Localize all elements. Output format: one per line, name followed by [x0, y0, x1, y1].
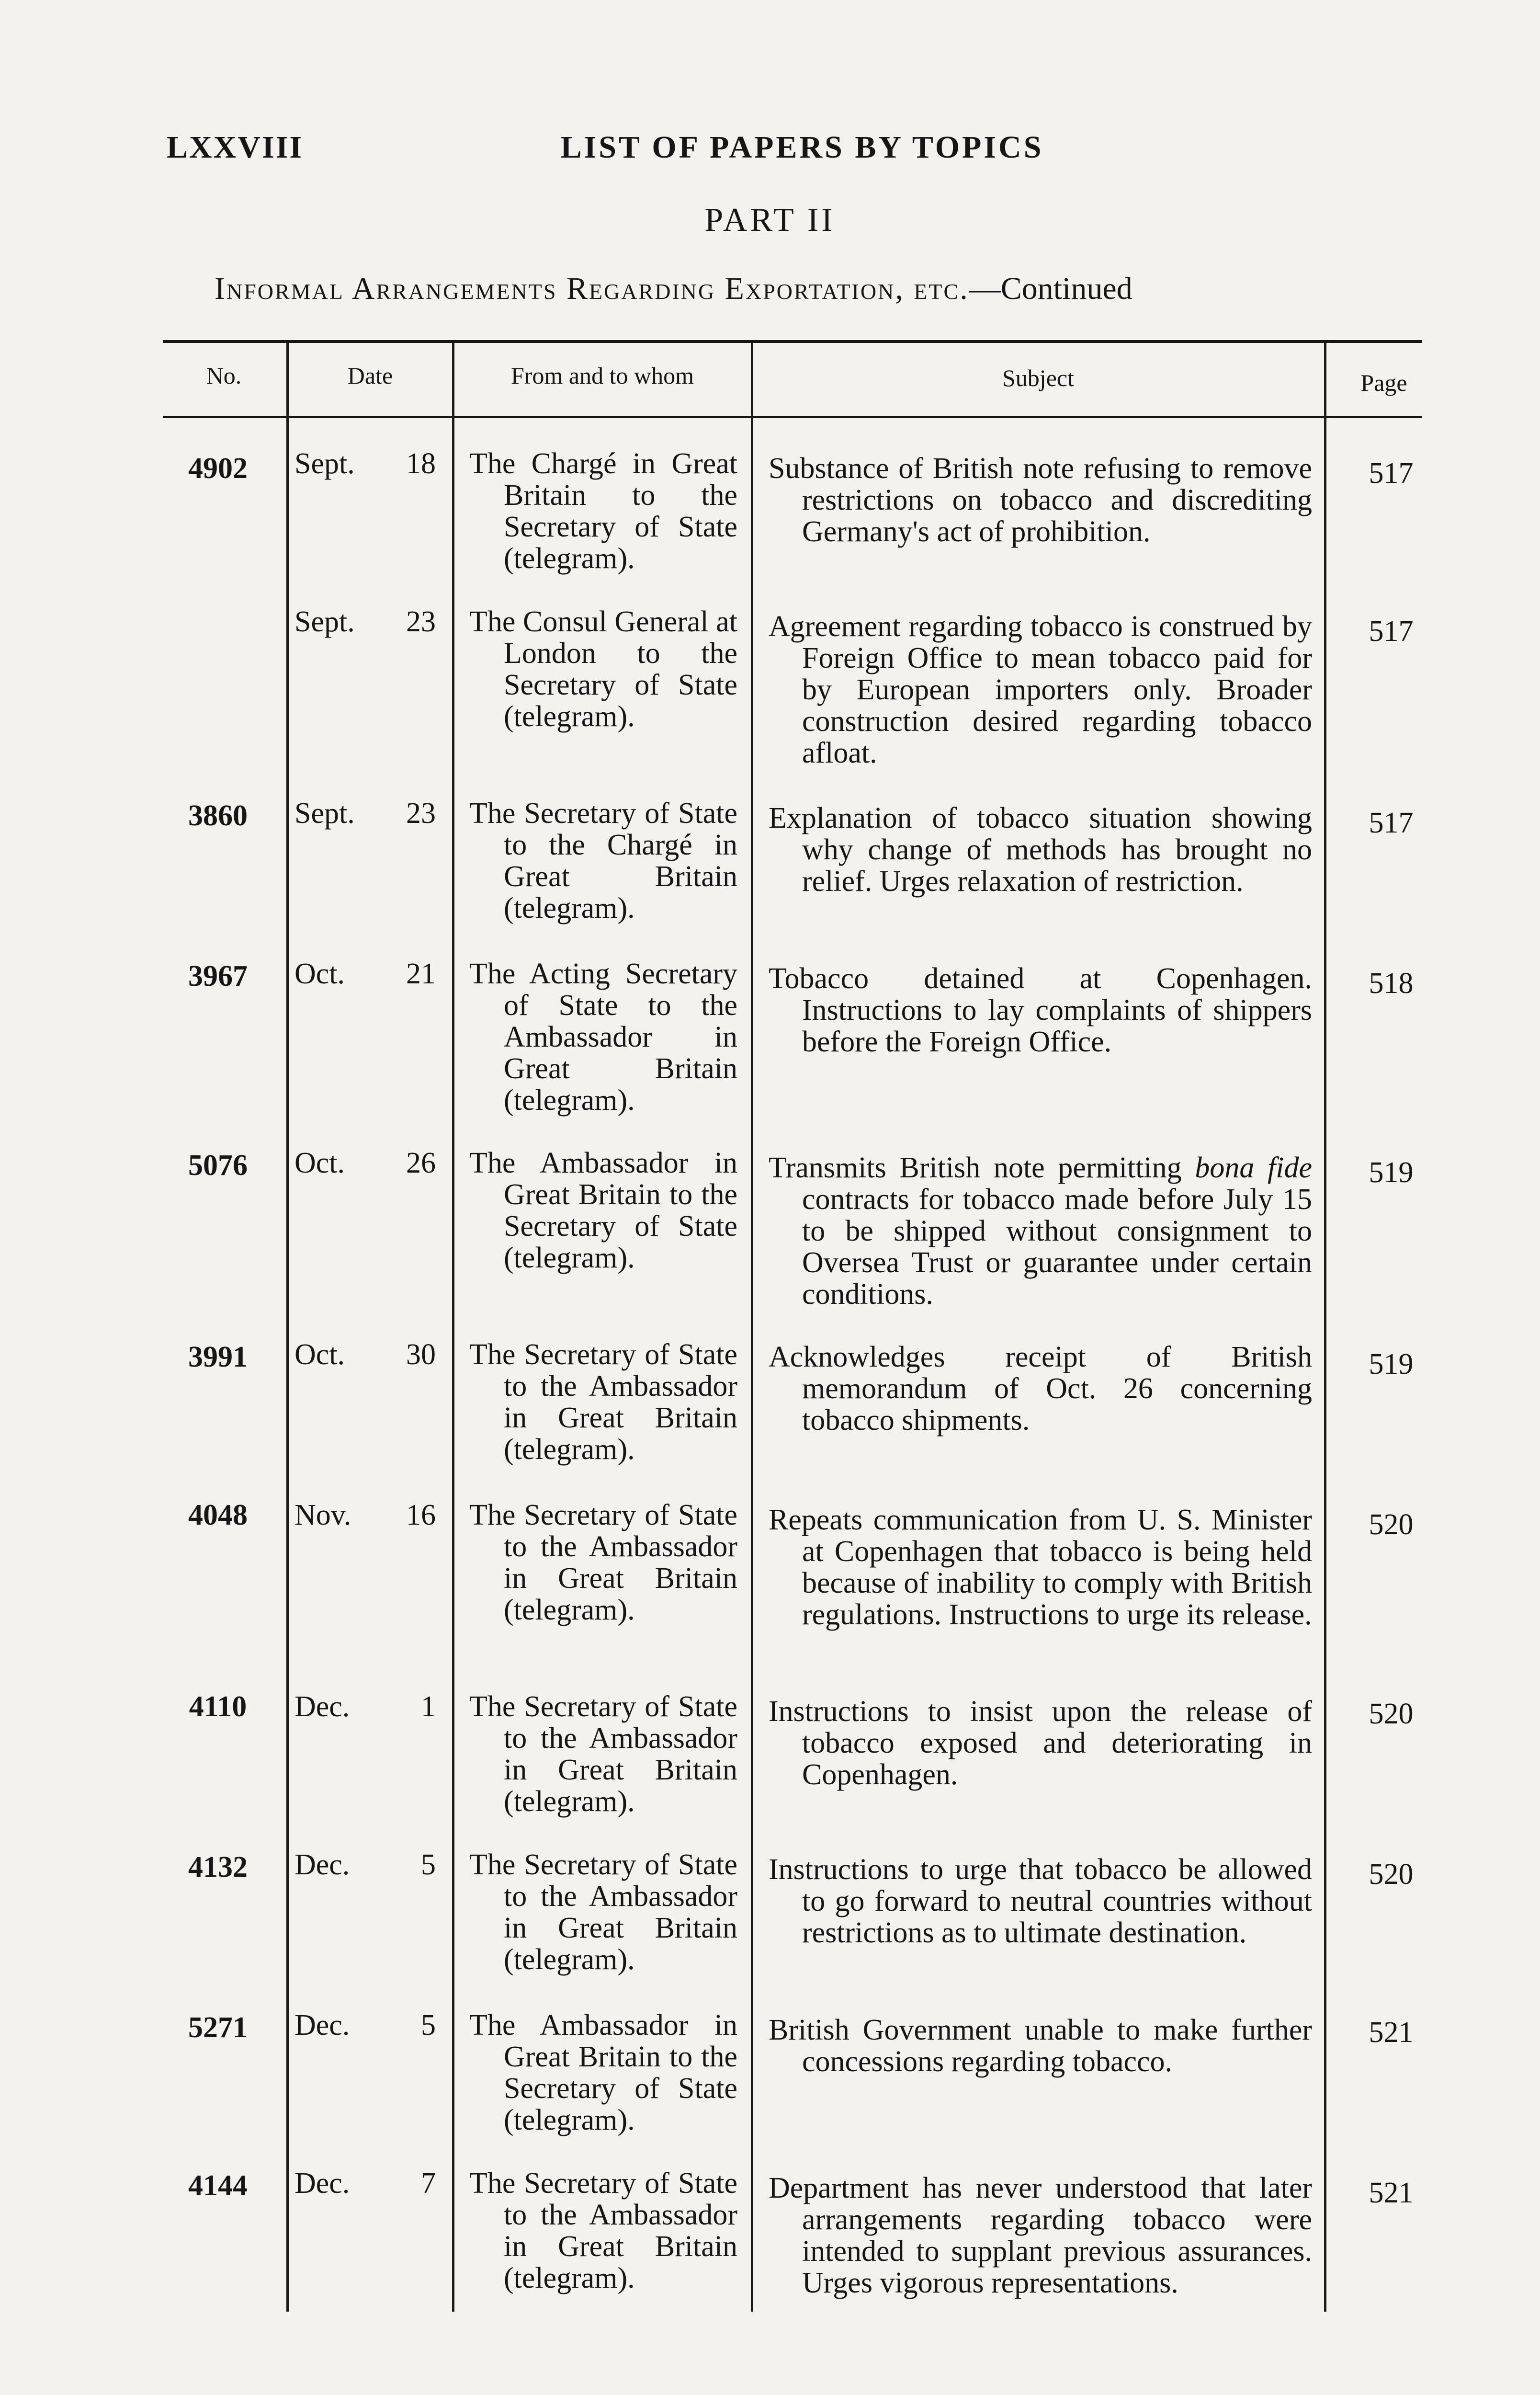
table-header-rule: [163, 416, 1422, 418]
part-heading: PART II: [704, 202, 836, 239]
row-7-subject: [769, 1504, 1312, 1631]
row-8-no: 4110: [189, 1690, 247, 1723]
row-9-date: [294, 1849, 438, 1881]
row-10-subject-text: British Government unable to make further concessions regarding tobacco.: [769, 2014, 1312, 2078]
row-8-from-text: The Secretary of State to the Ambassador in Great Britain (telegram).: [469, 1690, 737, 1818]
row-2-subject-text: Agreement regarding tobacco is construed by Foreign Office to mean tobacco paid for by European importers only. Broader construction desired regarding tobacco afloat.: [769, 610, 1312, 769]
row-8-subject: [769, 1696, 1312, 1791]
row-3-month: Sept.: [294, 797, 355, 830]
row-1-from-text: The Chargé in Great Britain to the Secretary of State (telegram).: [469, 447, 737, 575]
row-3-subject: [769, 802, 1312, 897]
page-number-roman: LXXVIII: [167, 130, 304, 165]
row-2-day: 23: [406, 605, 436, 638]
row-5-date: [294, 1147, 438, 1179]
row-3-subject-text: Explanation of tobacco situation showing why change of methods has brought no relief. Urges relaxation of restriction.: [769, 802, 1312, 898]
row-7-subject-text: Repeats communication from U. S. Minister at Copenhagen that tobacco is being held because of inability to comply with British regulations. Instructions to urge its release.: [769, 1504, 1312, 1631]
row-5-page: 519: [1369, 1156, 1414, 1189]
row-5-subject-italic: bona fide: [1195, 1152, 1313, 1184]
row-4-from-text: The Acting Secretary of State to the Ambassador in Great Britain (telegram).: [469, 958, 737, 1117]
row-11-date: [294, 2167, 438, 2199]
row-10-no: 5271: [188, 2011, 248, 2044]
row-6-no: 3991: [188, 1341, 248, 1373]
row-11-from-text: The Secretary of State to the Ambassador in Great Britain (telegram).: [469, 2167, 737, 2294]
row-7-month: Nov.: [294, 1499, 351, 1531]
row-4-no: 3967: [188, 960, 248, 992]
row-2-month: Sept.: [294, 605, 355, 638]
row-4-from: [469, 958, 737, 1116]
row-5-subject: [769, 1152, 1312, 1310]
column-header-date: Date: [347, 362, 393, 389]
column-divider-2: [452, 343, 454, 2312]
row-11-subject: [769, 2172, 1312, 2299]
row-3-from-text: The Secretary of State to the Chargé in Great Britain (telegram).: [469, 797, 737, 924]
row-10-day: 5: [421, 2009, 436, 2041]
column-header-page: Page: [1360, 369, 1407, 396]
row-5-from: [469, 1147, 737, 1274]
row-5-month: Oct.: [294, 1147, 345, 1179]
row-2-from: [469, 606, 737, 732]
row-1-month: Sept.: [294, 447, 355, 480]
row-1-page: 517: [1369, 457, 1414, 490]
row-8-subject-text: Instructions to insist upon the release of tobacco exposed and deteriorating in Copenhagen.: [769, 1695, 1312, 1791]
row-11-month: Dec.: [294, 2167, 350, 2200]
row-5-day: 26: [406, 1147, 436, 1179]
row-1-subject: [769, 453, 1312, 547]
running-title: LIST OF PAPERS BY TOPICS: [560, 130, 1044, 165]
table-top-rule: [163, 340, 1422, 343]
row-1-day: 18: [406, 447, 436, 480]
row-9-day: 5: [421, 1848, 436, 1881]
row-1-from: [469, 448, 737, 574]
row-10-month: Dec.: [294, 2009, 350, 2041]
row-4-day: 21: [406, 958, 436, 990]
row-7-from: [469, 1499, 737, 1626]
row-4-date: [294, 958, 438, 990]
row-6-subject-text: Acknowledges receipt of British memorandum of Oct. 26 concerning tobacco shipments.: [769, 1341, 1312, 1437]
row-3-page: 517: [1369, 807, 1414, 839]
row-3-no: 3860: [188, 799, 248, 832]
row-9-no: 4132: [188, 1851, 248, 1883]
row-9-page: 520: [1369, 1858, 1414, 1891]
row-9-subject: [769, 1854, 1312, 1949]
row-3-day: 23: [406, 797, 436, 830]
row-10-from-text: The Ambassador in Great Britain to the Secretary of State (telegram).: [469, 2009, 737, 2136]
row-7-no: 4048: [188, 1499, 248, 1531]
row-9-month: Dec.: [294, 1848, 350, 1881]
row-9-from: [469, 1849, 737, 1975]
row-10-page: 521: [1369, 2016, 1414, 2049]
row-8-month: Dec.: [294, 1690, 350, 1723]
row-4-subject-text: Tobacco detained at Copenhagen. Instructions to lay complaints of shippers before the Foreign Office.: [769, 962, 1312, 1058]
row-11-page: 521: [1369, 2177, 1414, 2209]
column-divider-3: [751, 343, 753, 2312]
column-divider-1: [286, 343, 289, 2312]
row-6-month: Oct.: [294, 1338, 345, 1371]
row-1-no: 4902: [188, 452, 248, 485]
row-9-subject-text: Instructions to urge that tobacco be allowed to go forward to neutral countries without restrictions as to ultimate destination.: [769, 1853, 1312, 1949]
row-1-subject-text: Substance of British note refusing to remove restrictions on tobacco and discrediting Germany's act of prohibition.: [769, 452, 1312, 548]
row-4-month: Oct.: [294, 958, 345, 990]
row-7-from-text: The Secretary of State to the Ambassador in Great Britain (telegram).: [469, 1499, 737, 1626]
row-11-no: 4144: [188, 2169, 248, 2202]
row-10-from: [469, 2009, 737, 2136]
column-header-no: No.: [206, 362, 242, 389]
row-7-date: [294, 1499, 438, 1531]
row-8-page: 520: [1369, 1698, 1414, 1730]
row-11-day: 7: [421, 2167, 436, 2200]
column-header-subject: Subject: [1002, 365, 1074, 391]
row-5-no: 5076: [188, 1149, 248, 1182]
row-8-date: [294, 1691, 438, 1722]
column-header-from: From and to whom: [511, 362, 694, 389]
row-1-date: [294, 448, 438, 479]
row-6-page: 519: [1369, 1348, 1414, 1380]
row-4-subject: [769, 963, 1312, 1058]
row-11-from: [469, 2167, 737, 2294]
row-11-subject-text: Department has never understood that later arrangements regarding tobacco were intended to supplant previous assurances. Urges vigorous representations.: [769, 2172, 1312, 2299]
row-6-from: [469, 1339, 737, 1465]
row-2-subject: [769, 611, 1312, 769]
row-6-date: [294, 1339, 438, 1370]
column-divider-4: [1324, 343, 1326, 2312]
row-5-subject-pre: Transmits British note permitting: [769, 1152, 1182, 1184]
row-2-date: [294, 606, 438, 638]
section-title: [215, 271, 1132, 307]
row-3-from: [469, 798, 737, 924]
row-3-date: [294, 798, 438, 829]
row-10-subject: [769, 2014, 1312, 2077]
row-6-day: 30: [406, 1338, 436, 1371]
row-6-subject: [769, 1341, 1312, 1436]
row-8-day: 1: [421, 1690, 436, 1723]
row-4-page: 518: [1369, 967, 1414, 1000]
row-8-from: [469, 1691, 737, 1817]
row-7-page: 520: [1369, 1508, 1414, 1541]
section-title-continued: —Continued: [969, 271, 1132, 306]
row-5-from-text: The Ambassador in Great Britain to the Secretary of State (telegram).: [469, 1147, 737, 1274]
row-6-from-text: The Secretary of State to the Ambassador in Great Britain (telegram).: [469, 1338, 737, 1466]
row-7-day: 16: [406, 1499, 436, 1531]
row-2-page: 517: [1369, 615, 1414, 648]
row-9-from-text: The Secretary of State to the Ambassador in Great Britain (telegram).: [469, 1848, 737, 1976]
row-10-date: [294, 2009, 438, 2041]
section-title-caps: Informal Arrangements Regarding Exportation, etc.: [215, 271, 969, 306]
row-5-subject-text: contracts for tobacco made before July 15 to be shipped without consignment to Oversea Trust or guarantee under certain conditions.: [802, 1183, 1312, 1311]
row-2-from-text: The Consul General at London to the Secretary of State (telegram).: [469, 605, 737, 733]
